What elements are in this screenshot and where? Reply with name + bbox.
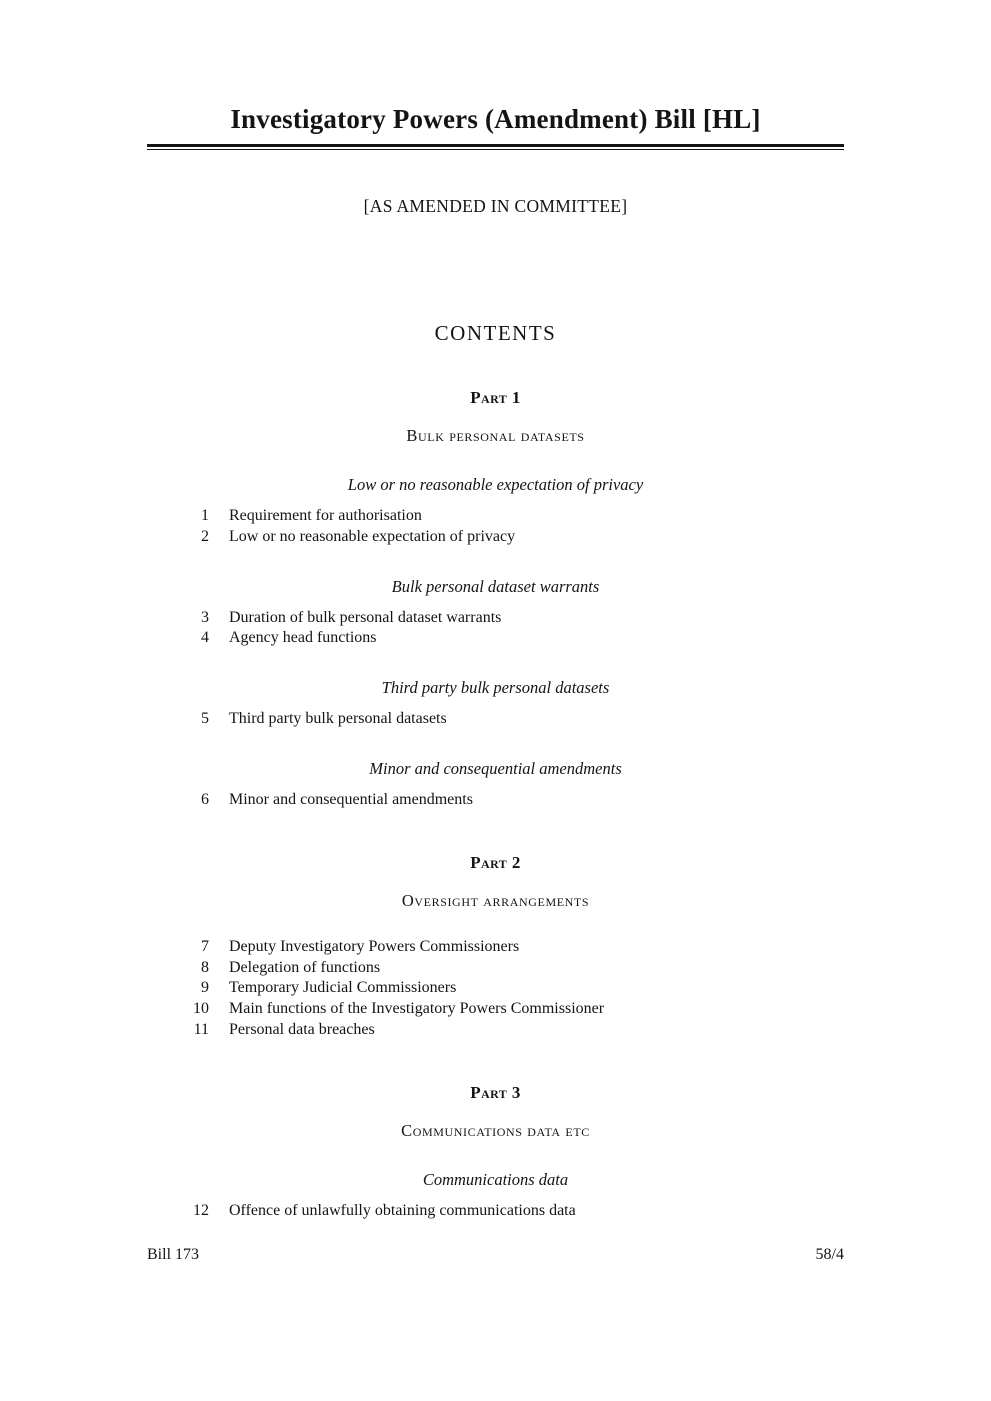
contents-heading: CONTENTS <box>434 321 557 346</box>
toc-item-number: 11 <box>193 1021 209 1039</box>
toc-item-label: Deputy Investigatory Powers Commissioners <box>229 937 520 955</box>
toc-item-label: Duration of bulk personal dataset warrants <box>229 608 502 626</box>
cross-heading: Bulk personal dataset warrants <box>391 576 600 596</box>
toc-item-label: Low or no reasonable expectation of privacy <box>229 527 516 545</box>
page-footer <box>147 1246 844 1264</box>
part-heading: Part 3 <box>470 1082 521 1102</box>
toc-item <box>147 958 844 979</box>
part-heading: Part 2 <box>470 852 521 872</box>
amended-in-committee-note: [AS AMENDED IN COMMITTEE] <box>363 196 628 217</box>
page-title: Investigatory Powers (Amendment) Bill [HL] <box>230 104 761 134</box>
title-rule-thick <box>147 144 844 147</box>
toc-item <box>147 506 844 527</box>
toc-item-label: Minor and consequential amendments <box>229 791 473 809</box>
contents-list <box>147 388 844 1222</box>
toc-item-number: 6 <box>201 791 209 809</box>
part-heading: Part 1 <box>470 388 521 408</box>
toc-item <box>147 978 844 999</box>
toc-item <box>147 527 844 548</box>
toc-item-number: 5 <box>201 710 209 728</box>
toc-item-number: 1 <box>201 507 209 525</box>
toc-item <box>147 937 844 958</box>
title-rule-thin <box>147 149 844 150</box>
toc-item-number: 4 <box>201 629 209 647</box>
toc-item-label: Agency head functions <box>229 629 377 647</box>
cross-heading: Communications data <box>422 1169 569 1189</box>
toc-item-number: 9 <box>201 979 209 997</box>
toc-item-label: Main functions of the Investigatory Powers Commissioner <box>229 1000 605 1018</box>
toc-item-label: Delegation of functions <box>229 958 381 976</box>
toc-item <box>147 608 844 629</box>
cross-heading: Minor and consequential amendments <box>369 759 622 779</box>
toc-item <box>147 999 844 1020</box>
toc-item-label: Personal data breaches <box>229 1021 375 1039</box>
cross-heading: Third party bulk personal datasets <box>381 678 610 698</box>
toc-item-number: 3 <box>201 608 209 626</box>
footer-bill-number: Bill 173 <box>147 1246 200 1263</box>
toc-item <box>147 1020 844 1041</box>
page-content <box>147 104 844 1222</box>
toc-item <box>147 790 844 811</box>
subject-heading: Oversight arrangements <box>401 890 590 910</box>
toc-item-number: 12 <box>193 1201 209 1219</box>
toc-item-label: Temporary Judicial Commissioners <box>229 979 457 997</box>
toc-item-label: Requirement for authorisation <box>229 507 422 525</box>
toc-item <box>147 628 844 649</box>
toc-item-number: 2 <box>201 527 209 545</box>
toc-item-number: 7 <box>201 937 209 955</box>
toc-item <box>147 709 844 730</box>
toc-item-number: 8 <box>201 958 209 976</box>
toc-item-label: Offence of unlawfully obtaining communications data <box>229 1201 576 1219</box>
title-rule <box>147 144 844 150</box>
subject-heading: Communications data etc <box>401 1120 590 1140</box>
toc-item-number: 10 <box>193 1000 209 1018</box>
cross-heading: Low or no reasonable expectation of privacy <box>347 475 644 495</box>
toc-item <box>147 1201 844 1222</box>
footer-session-number: 58/4 <box>815 1246 844 1263</box>
toc-item-label: Third party bulk personal datasets <box>229 710 447 728</box>
subject-heading: Bulk personal datasets <box>406 426 585 446</box>
